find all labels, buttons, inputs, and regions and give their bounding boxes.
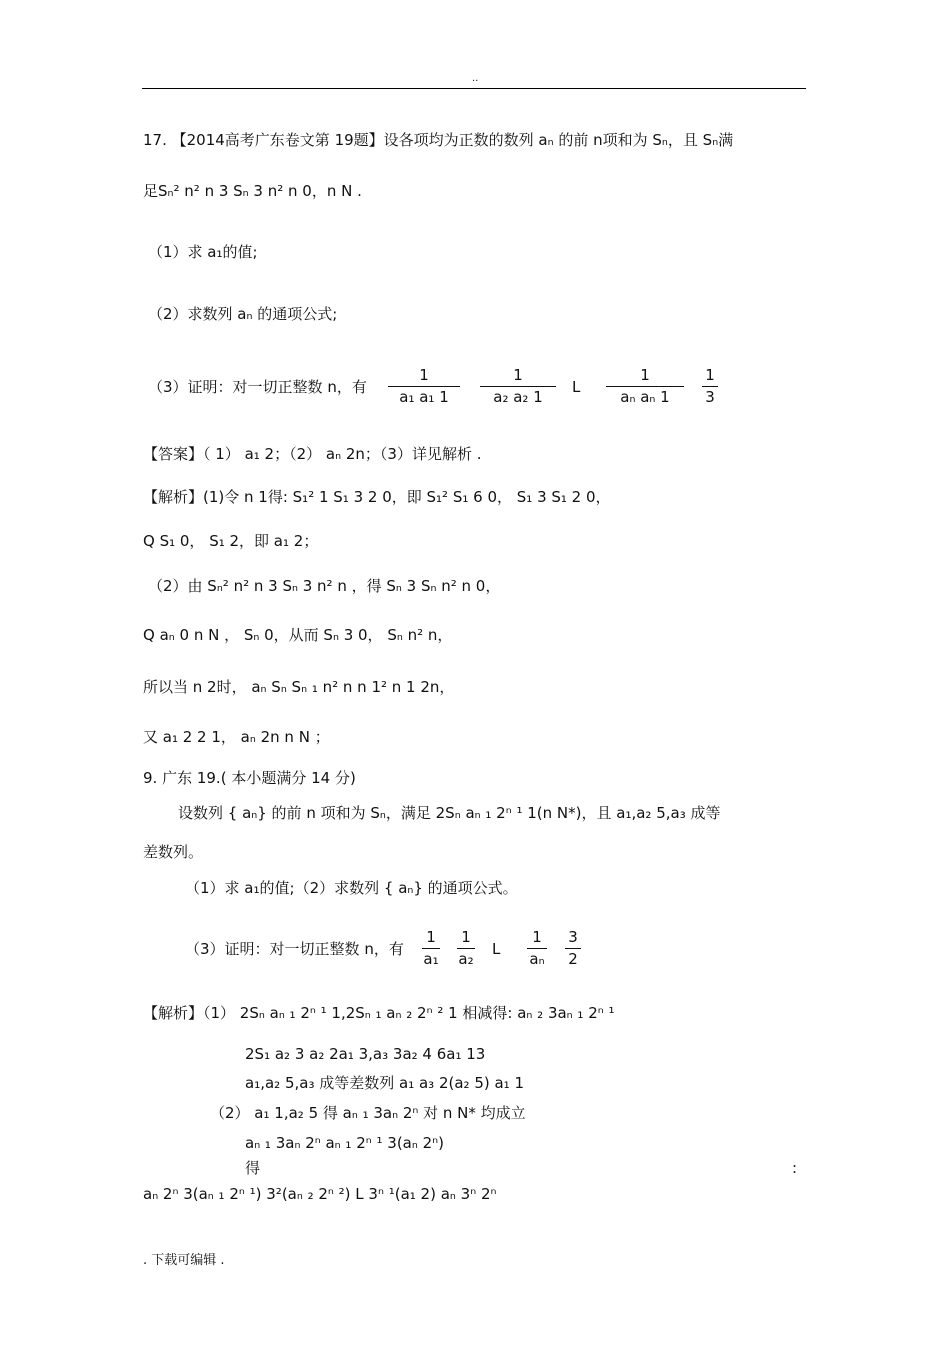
analysis-line7: aₙ 2ⁿ 3(aₙ ₁ 2ⁿ ¹) 3²(aₙ ₂ 2ⁿ ²) L 3ⁿ ¹(a₁ 2) aₙ 3ⁿ 2ⁿ xyxy=(143,1185,497,1203)
solution-line5: 所以当 n 2时， aₙ Sₙ Sₙ ₁ n² n n 1² n 1 2n， xyxy=(143,678,455,696)
answer-line: 【答案】（ 1） a₁ 2；（2） aₙ 2n；（3）详见解析 . xyxy=(143,445,482,463)
fraction-denominator: a₂ a₂ 1 xyxy=(493,388,543,406)
header-rule xyxy=(142,88,806,89)
fraction-numerator: 1 xyxy=(419,366,429,384)
fraction-1-3 xyxy=(606,368,684,405)
problem17-line1: 17. 【2014高考广东卷文第 19题】设各项均为正数的数列 aₙ 的前 n项和为 Sₙ，且 Sₙ满 xyxy=(143,131,734,149)
fraction-2-2 xyxy=(457,930,475,967)
problem9-part3: （3）证明：对一切正整数 n，有 xyxy=(185,940,404,958)
fraction-denominator: 3 xyxy=(705,388,715,406)
fraction-numerator: 1 xyxy=(461,928,471,946)
fraction-denominator: a₁ a₁ 1 xyxy=(399,388,449,406)
ellipsis-symbol: L xyxy=(572,378,581,396)
problem9-parts: （1）求 a₁的值;（2）求数列 { aₙ} 的通项公式。 xyxy=(185,879,518,897)
fraction-1-4 xyxy=(702,368,718,405)
fraction-2-4 xyxy=(565,930,581,967)
solution-line6: 又 a₁ 2 2 1， aₙ 2n n N ； xyxy=(143,728,330,746)
analysis-colon: : xyxy=(792,1159,798,1177)
analysis-line2: 2S₁ a₂ 3 a₂ 2a₁ 3,a₃ 3a₂ 4 6a₁ 13 xyxy=(245,1045,486,1063)
footer-text: . 下载可编辑 . xyxy=(143,1253,225,1268)
fraction-2-1 xyxy=(422,930,440,967)
analysis-line6: 得 xyxy=(245,1159,261,1177)
fraction-denominator: 2 xyxy=(568,950,578,968)
fraction-denominator: aₙ xyxy=(529,950,545,968)
problem17-part1: （1）求 a₁的值; xyxy=(148,243,258,261)
fraction-1-1 xyxy=(388,368,460,405)
fraction-numerator: 1 xyxy=(705,366,715,384)
problem17-part3: （3）证明：对一切正整数 n，有 xyxy=(148,378,367,396)
fraction-numerator: 3 xyxy=(568,928,578,946)
fraction-denominator: aₙ aₙ 1 xyxy=(620,388,670,406)
analysis-line5: aₙ ₁ 3aₙ 2ⁿ aₙ ₁ 2ⁿ ¹ 3(aₙ 2ⁿ) xyxy=(245,1134,444,1152)
problem17-line2: 足Sₙ² n² n 3 Sₙ 3 n² n 0，n N . xyxy=(143,182,362,200)
fraction-denominator: a₂ xyxy=(458,950,474,968)
fraction-1-2 xyxy=(480,368,556,405)
fraction-numerator: 1 xyxy=(513,366,523,384)
problem17-part2: （2）求数列 aₙ 的通项公式; xyxy=(148,305,338,323)
header-dots: .. xyxy=(472,73,479,84)
solution-line2: Q S₁ 0， S₁ 2，即 a₁ 2； xyxy=(143,532,319,550)
problem9-line1: 设数列 { aₙ} 的前 n 项和为 Sₙ，满足 2Sₙ aₙ ₁ 2ⁿ ¹ 1(n N*)，且 a₁,a₂ 5,a₃ 成等 xyxy=(178,804,721,822)
analysis-line3: a₁,a₂ 5,a₃ 成等差数列 a₁ a₃ 2(a₂ 5) a₁ 1 xyxy=(245,1074,524,1092)
fraction-2-3 xyxy=(527,930,547,967)
solution-line1: 【解析】(1)令 n 1得: S₁² 1 S₁ 3 2 0，即 S₁² S₁ 6 0， S₁ 3 S₁ 2 0， xyxy=(143,488,611,506)
solution-line3: （2）由 Sₙ² n² n 3 Sₙ 3 n² n ，得 Sₙ 3 Sₙ n² n 0， xyxy=(148,577,501,595)
fraction-numerator: 1 xyxy=(532,928,542,946)
solution-line4: Q aₙ 0 n N ， Sₙ 0，从而 Sₙ 3 0， Sₙ n² n， xyxy=(143,626,453,644)
fraction-denominator: a₁ xyxy=(423,950,439,968)
analysis-line4: （2） a₁ 1,a₂ 5 得 aₙ ₁ 3aₙ 2ⁿ 对 n N* 均成立 xyxy=(210,1104,526,1122)
analysis-line1: 【解析】（1） 2Sₙ aₙ ₁ 2ⁿ ¹ 1,2Sₙ ₁ aₙ ₂ 2ⁿ ² 1 相减得: aₙ ₂ 3aₙ ₁ 2ⁿ ¹ xyxy=(143,1004,615,1022)
ellipsis-symbol-2: L xyxy=(492,940,501,958)
problem9-line2: 差数列。 xyxy=(143,843,204,861)
fraction-numerator: 1 xyxy=(640,366,650,384)
fraction-numerator: 1 xyxy=(426,928,436,946)
problem9-title: 9. 广东 19.( 本小题满分 14 分) xyxy=(143,769,356,787)
